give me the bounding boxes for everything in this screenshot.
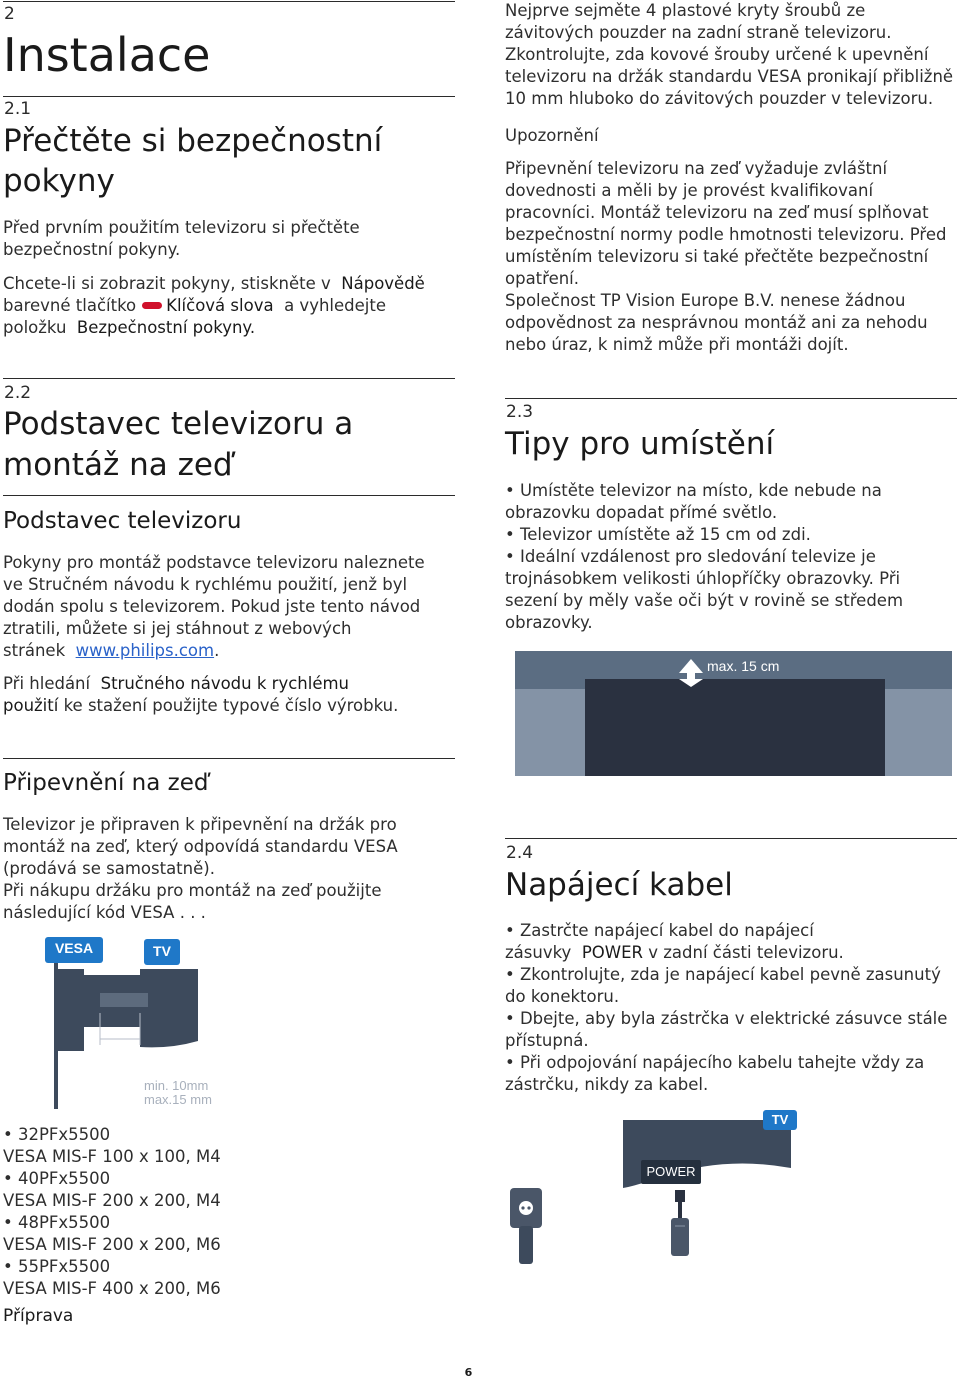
stand-p1-period: .	[214, 641, 220, 660]
help-link-napovede[interactable]: Nápovědě	[341, 274, 425, 293]
model-entry: • 32PFx5500	[3, 1125, 111, 1144]
section-rule-2-2	[3, 378, 455, 379]
power-line3: • Zkontrolujte, zda je napájecí kabel pevně zasunutý	[505, 965, 941, 984]
warning-line: pracovníci. Montáž televizoru na zeď musí splňovat	[505, 203, 929, 222]
up-down-arrow-icon	[681, 657, 701, 681]
power-line7: • Při odpojování napájecího kabelu tahejte vždy za	[505, 1053, 925, 1072]
distance-label: max. 15 cm	[707, 658, 780, 674]
warning-title: Upozornění	[505, 126, 599, 145]
power-line2-c: v zadní části televizoru.	[648, 943, 844, 962]
stand-p1-line1: Pokyny pro montáž podstavce televizoru naleznete	[3, 553, 425, 572]
subsection-rule-wall	[3, 758, 455, 759]
stand-paragraph-2	[3, 673, 463, 717]
section-title-2-1-line1: Přečtěte si bezpečnostní	[3, 123, 383, 159]
warning-line: dovednosti a měli by je provést kvalifikovaní	[505, 181, 874, 200]
section-number-2-3: 2.3	[506, 402, 534, 422]
philips-website-link[interactable]: www.philips.com	[75, 641, 215, 660]
section-title-2-2-line2: montáž na zeď	[3, 447, 233, 483]
tip-line: obrazovky.	[505, 613, 593, 632]
section-number-2-2: 2.2	[4, 383, 32, 403]
section-title-2-4: Napájecí kabel	[505, 867, 733, 903]
warning-line: Společnost TP Vision Europe B.V. nenese žádnou	[505, 291, 906, 310]
section-rule-2-1	[3, 96, 455, 97]
chapter-number: 2	[4, 4, 15, 24]
vesa-code-entry: VESA MIS-F 100 x 100, M4	[3, 1147, 221, 1166]
power-line2-a: zásuvky	[505, 943, 572, 962]
section-title-2-1-line2: pokyny	[3, 163, 115, 199]
placement-tips	[505, 480, 960, 634]
warning-line: opatření.	[505, 269, 580, 288]
section-number-2-4: 2.4	[506, 843, 534, 863]
chapter-title: Instalace	[3, 28, 211, 82]
stand-p2-text-d: ke stažení použijte typové číslo výrobku.	[63, 696, 399, 715]
prep-line3: Zkontrolujte, zda kovové šrouby určené k upevnění	[505, 45, 929, 64]
subsection-title-stand: Podstavec televizoru	[3, 508, 242, 534]
tv-tag-label: TV	[771, 1112, 789, 1127]
page-number: 6	[464, 1366, 473, 1379]
prep-paragraph	[505, 0, 960, 110]
tv-label: TV	[153, 943, 171, 959]
vesa-model-list	[3, 1124, 463, 1300]
model-entry: • 40PFx5500	[3, 1169, 111, 1188]
stand-p1-line3: dodán spolu s televizorem. Pokud jste tento návod	[3, 597, 421, 616]
red-key-icon	[142, 302, 162, 309]
model-entry: • 48PFx5500	[3, 1213, 111, 1232]
power-cable-paragraph	[505, 920, 960, 1096]
section-rule-2-4	[505, 838, 957, 839]
power-socket-label: POWER	[581, 943, 643, 962]
stand-paragraph-1	[3, 552, 463, 662]
section-rule-2-3	[505, 398, 957, 399]
tip-line: • Umístěte televizor na místo, kde nebude na	[505, 481, 882, 500]
s21-p1-line2: bezpečnostní pokyny.	[3, 240, 181, 259]
prep-line1: Nejprve sejměte 4 plastové kryty šroubů ze	[505, 1, 866, 20]
tip-line: • Ideální vzdálenost pro sledování televize je	[505, 547, 876, 566]
warning-line: bezpečnostní normy podle hmotnosti televizoru. Před	[505, 225, 947, 244]
subsection-title-wall: Připevnění na zeď	[3, 770, 209, 796]
safety-link[interactable]: Bezpečnostní pokyny.	[76, 318, 256, 337]
s21-p2-text-c: barevné tlačítko	[3, 296, 137, 315]
s21-p2-text-f: položku	[3, 318, 67, 337]
tip-line: trojnásobkem velikosti úhlopříčky obrazovky. Při	[505, 569, 901, 588]
warning-line: odpovědnost za nesprávnou montáž ani za nehodu	[505, 313, 928, 332]
wall-line4: Při nákupu držáku pro montáž na zeď použijte	[3, 881, 382, 900]
tip-line: sezení by měly vaše oči být v rovině se středem	[505, 591, 904, 610]
keywords-link[interactable]: Klíčová slova	[166, 296, 274, 315]
model-entry: • 55PFx5500	[3, 1257, 111, 1276]
wall-line2: montáž na zeď, který odpovídá standardu VESA	[3, 837, 398, 856]
top-rule	[3, 1, 455, 2]
warning-line: umístěním televizoru si také přečtěte bezpečnostní	[505, 247, 929, 266]
stand-p1-line4: ztratili, můžete si jej stáhnout z webových	[3, 619, 352, 638]
placement-illustration	[515, 651, 952, 776]
wall-line1: Televizor je připraven k připevnění na držák pro	[3, 815, 397, 834]
power-line8: zástrčku, nikdy za kabel.	[505, 1075, 709, 1094]
max-depth-label: max.15 mm	[144, 1092, 212, 1107]
section-number-2-1: 2.1	[4, 99, 32, 119]
prep-line2: závitových pouzder na zadní straně televizoru.	[505, 23, 892, 42]
quick-guide-link[interactable]: Stručného návodu k rychlému	[100, 674, 350, 693]
tip-line: obrazovku dopadat přímé světlo.	[505, 503, 778, 522]
vesa-code-entry: VESA MIS-F 400 x 200, M6	[3, 1279, 221, 1298]
tip-line: • Televizor umístěte až 15 cm od zdi.	[505, 525, 811, 544]
power-line6: přístupná.	[505, 1031, 589, 1050]
subsection-rule-stand	[3, 495, 455, 496]
prep-line5: 10 mm hluboko do závitových pouzder v televizoru.	[505, 89, 934, 108]
s21-paragraph-1	[3, 217, 455, 261]
s21-p1-line1: Před prvním použitím televizoru si přečtěte	[3, 218, 360, 237]
wall-line3: (prodává se samostatně).	[3, 859, 215, 878]
section-title-2-3: Tipy pro umístění	[505, 426, 775, 462]
quick-guide-link-cont[interactable]: použití	[3, 696, 59, 715]
power-socket-icon	[519, 1201, 533, 1215]
vesa-code-entry: VESA MIS-F 200 x 200, M6	[3, 1235, 221, 1254]
min-depth-label: min. 10mm	[144, 1078, 209, 1093]
vesa-label: VESA	[54, 940, 94, 956]
power-line4: do konektoru.	[505, 987, 620, 1006]
s21-p2-text-e: a vyhledejte	[284, 296, 386, 315]
s21-p2-text-a: Chcete-li si zobrazit pokyny, stiskněte v	[3, 274, 331, 293]
s21-paragraph-2	[3, 273, 463, 339]
power-line5: • Dbejte, aby byla zástrčka v elektrické zásuvce stále	[505, 1009, 948, 1028]
warning-line: Připevnění televizoru na zeď vyžaduje zvláštní	[505, 159, 888, 178]
stand-p1-line5: stránek	[3, 641, 66, 660]
stand-p2-text-a: Při hledání	[3, 674, 91, 693]
warning-line: nebo úraz, k nimž může při montáži dojít.	[505, 335, 849, 354]
wall-line5: následující kód VESA . . .	[3, 903, 206, 922]
prep-line4: televizoru na držák standardu VESA pronikají přibližně	[505, 67, 954, 86]
stand-p1-line2: ve Stručném návodu k rychlému použití, jenž byl	[3, 575, 408, 594]
wall-paragraph	[3, 814, 463, 924]
power-illustration	[505, 1108, 805, 1273]
preparation-heading: Příprava	[3, 1306, 74, 1326]
power-line1: • Zastrčte napájecí kabel do napájecí	[505, 921, 814, 940]
vesa-illustration	[40, 935, 230, 1110]
power-port-label: POWER	[646, 1164, 696, 1179]
warning-paragraph	[505, 158, 960, 356]
vesa-code-entry: VESA MIS-F 200 x 200, M4	[3, 1191, 221, 1210]
section-title-2-2-line1: Podstavec televizoru a	[3, 406, 354, 442]
